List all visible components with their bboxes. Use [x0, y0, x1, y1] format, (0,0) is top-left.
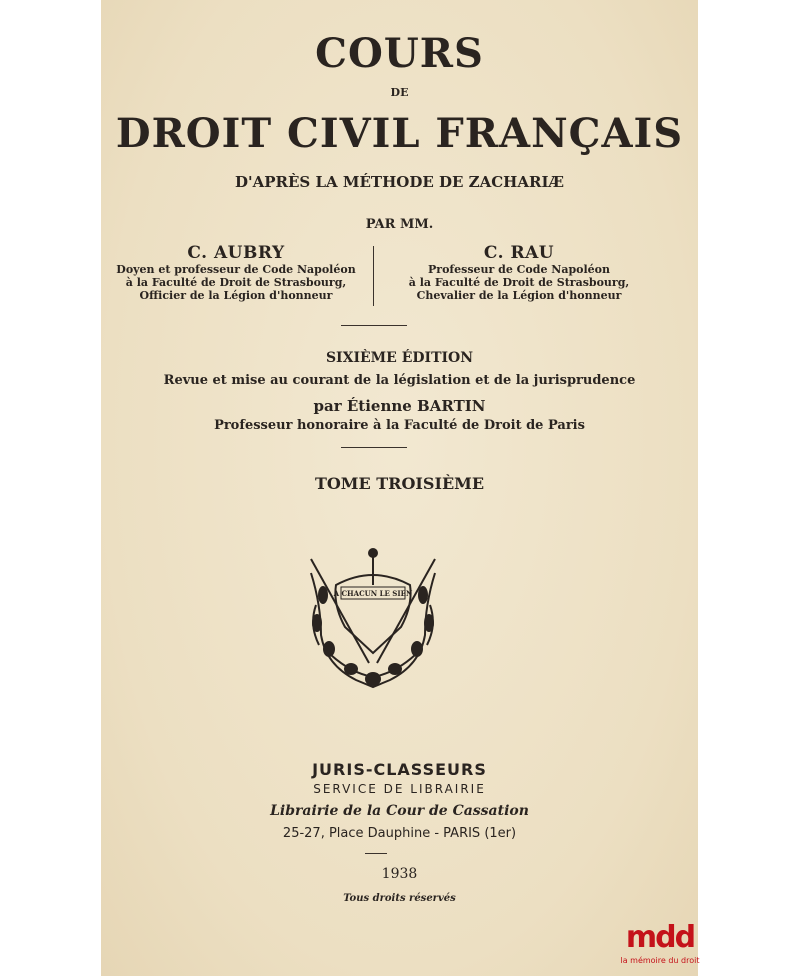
edition-label: SIXIÈME ÉDITION	[325, 350, 474, 366]
divider-rule	[341, 447, 407, 448]
divider-rule	[341, 325, 407, 326]
author-line: Chevalier de la Légion d'honneur	[416, 289, 622, 302]
publisher-service: SERVICE DE LIBRAIRIE	[313, 782, 486, 796]
publisher-name: JURIS-CLASSEURS	[312, 760, 487, 779]
author-aubry	[101, 243, 371, 302]
watermark-logo	[620, 922, 700, 974]
logo-caption: la mémoire du droit	[620, 956, 700, 965]
author-name: C. RAU	[483, 243, 555, 263]
title-main: DROIT CIVIL FRANÇAIS	[115, 110, 684, 157]
publisher-librairie: Librairie de la Cour de Cassation	[270, 803, 529, 819]
author-name: C. AUBRY	[187, 243, 285, 263]
author-divider	[373, 246, 374, 306]
author-line: Doyen et professeur de Code Napoléon	[116, 263, 356, 276]
author-line: à la Faculté de Droit de Strasbourg,	[125, 276, 347, 289]
publication-year: 1938	[381, 866, 418, 882]
publisher-address: 25-27, Place Dauphine - PARIS (1er)	[282, 826, 517, 841]
author-line: Professeur de Code Napoléon	[428, 263, 610, 276]
title-de: DE	[390, 86, 409, 99]
author-line: Officier de la Légion d'honneur	[139, 289, 333, 302]
authors-intro: PAR MM.	[365, 217, 434, 232]
divider-rule	[365, 853, 387, 854]
title-method: D'APRÈS LA MÉTHODE DE ZACHARIÆ	[235, 173, 564, 191]
edition-by: par Étienne BARTIN	[313, 397, 486, 415]
title-page	[101, 0, 698, 976]
emblem-motto: A CHACUN LE SIEN	[333, 589, 413, 598]
printer-emblem	[301, 545, 445, 690]
volume-label: TOME TROISIÈME	[314, 474, 485, 493]
edition-revision: Revue et mise au courant de la législation et de la jurisprudence	[163, 373, 636, 388]
author-line: à la Faculté de Droit de Strasbourg,	[408, 276, 630, 289]
logo-mark: mdd	[625, 920, 695, 955]
edition-by-title: Professeur honoraire à la Faculté de Droit de Paris	[214, 418, 585, 433]
rights-notice: Tous droits réservés	[343, 893, 456, 904]
title-cours: COURS	[315, 30, 484, 77]
author-rau	[384, 243, 654, 302]
